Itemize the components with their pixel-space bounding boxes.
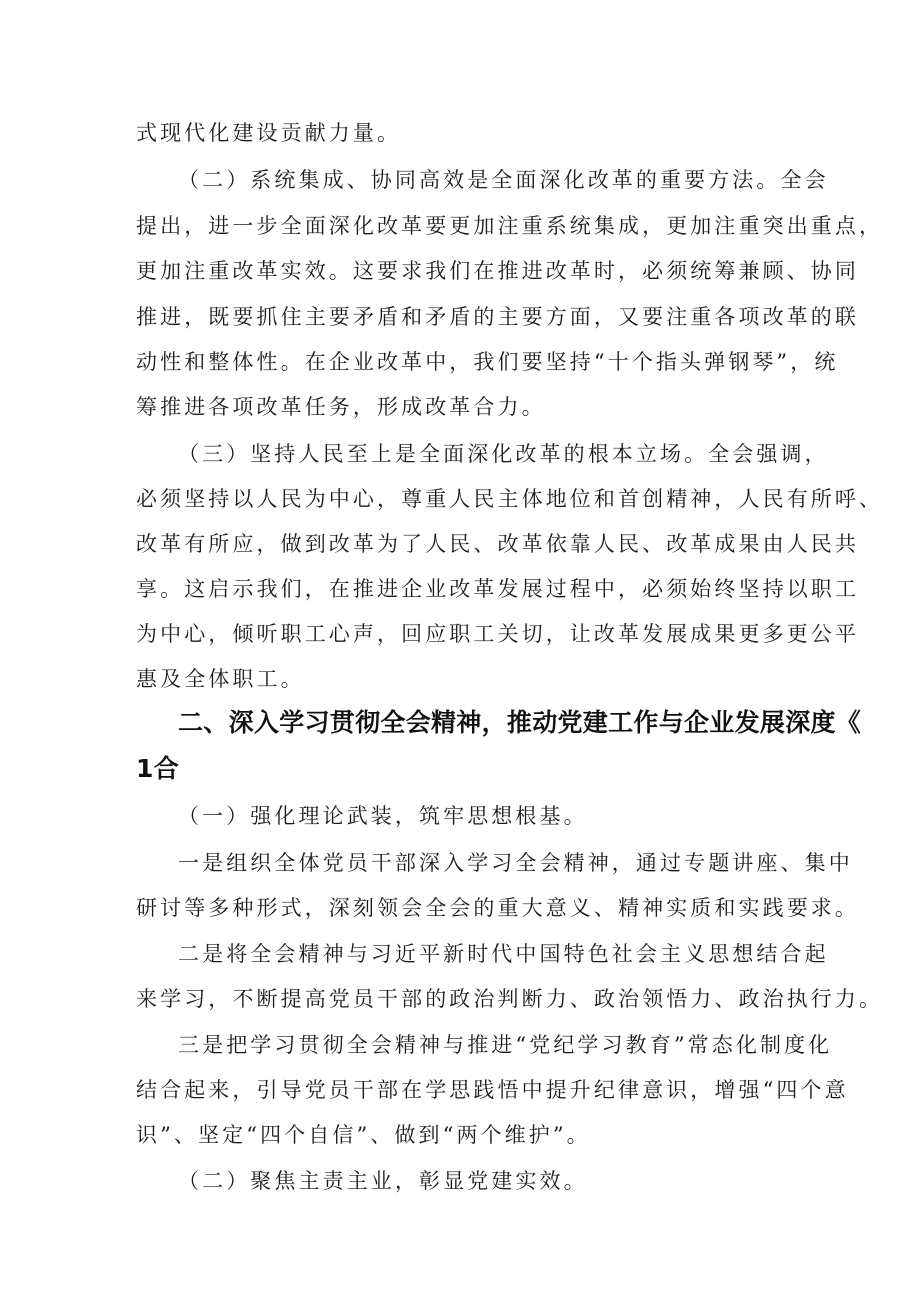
body-line: 惠及全体职工。	[136, 667, 305, 691]
body-line: 推进，既要抓住主要矛盾和矛盾的主要方面，又要注重各项改革的联	[136, 305, 859, 329]
paragraph-first-line: （二）系统集成、协同高效是全面深化改革的重要方法。全会	[178, 168, 829, 192]
body-line: 结合起来，引导党员干部在学思践悟中提升纪律意识，增强“四个意	[136, 1078, 849, 1102]
body-line: 动性和整体性。在企业改革中，我们要坚持“十个指头弹钢琴”，统	[136, 350, 839, 374]
paragraph-first-line: 一是组织全体党员干部深入学习全会精神，通过专题讲座、集中	[178, 851, 853, 875]
paragraph-first-line: （三）坚持人民至上是全面深化改革的根本立场。全会强调，	[178, 442, 829, 466]
subsection-heading: （二）聚焦主责主业，彰显党建实效。	[178, 1169, 588, 1193]
body-line: 来学习，不断提高党员干部的政治判断力、政治领悟力、政治执行力。	[136, 987, 884, 1011]
body-line: 更加注重改革实效。这要求我们在推进改革时，必须统筹兼顾、协同	[136, 259, 859, 283]
section-heading-continuation: 1合	[136, 754, 179, 783]
subsection-heading: （一）强化理论武装，筑牢思想根基。	[178, 804, 588, 828]
body-line: 式现代化建设贡献力量。	[136, 121, 402, 145]
paragraph-first-line: 三是把学习贯彻全会精神与推进“党纪学习教育”常态化制度化	[178, 1033, 833, 1057]
body-line: 研讨等多种形式，深刻领会全会的重大意义、精神实质和实践要求。	[136, 896, 859, 920]
body-line: 筹推进各项改革任务，形成改革合力。	[136, 395, 546, 419]
body-line: 改革有所应，做到改革为了人民、改革依靠人民、改革成果由人民共	[136, 532, 859, 556]
body-line: 享。这启示我们，在推进企业改革发展过程中，必须始终坚持以职工	[136, 577, 859, 601]
paragraph-first-line: 二是将全会精神与习近平新时代中国特色社会主义思想结合起	[178, 942, 829, 966]
body-line: 提出，进一步全面深化改革要更加注重系统集成，更加注重突出重点，	[136, 214, 884, 238]
body-line: 必须坚持以人民为中心，尊重人民主体地位和首创精神，人民有所呼、	[136, 487, 884, 511]
body-line: 识”、坚定“四个自信”、做到“两个维护”。	[136, 1123, 591, 1147]
body-line: 为中心，倾听职工心声，回应职工关切，让改革发展成果更多更公平	[136, 622, 859, 646]
section-heading: 二、深入学习贯彻全会精神，推动党建工作与企业发展深度《	[178, 708, 862, 737]
